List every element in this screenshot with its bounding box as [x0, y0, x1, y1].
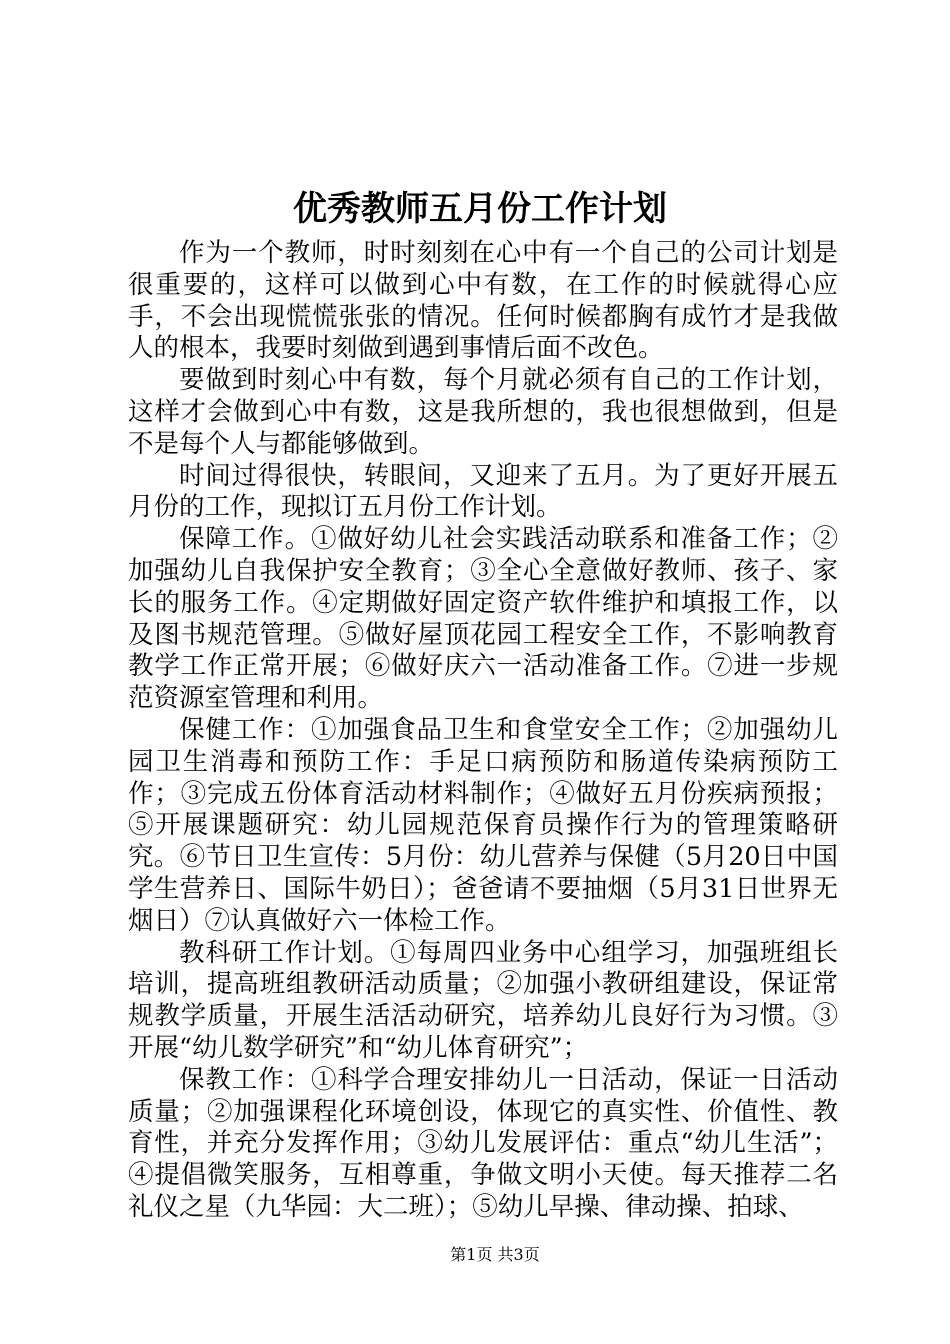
paragraph-teaching-work: 保教工作：①科学合理安排幼儿一日活动，保证一日活动质量；②加强课程化环境创设，体现它的真实性、价值性、教育性，并充分发挥作用；③幼儿发展评估：重点“幼儿生活”；④提倡微笑服务，互相尊重，争做文明小天使。每天推荐二名礼仪之星（九华园：大二班）；⑤幼儿早操、律动操、拍球、	[128, 1064, 838, 1222]
paragraph-research-work: 教科研工作计划。①每周四业务中心组学习，加强班组长培训，提高班组教研活动质量；②加强小教研组建设，保证常规教学质量，开展生活活动研究，培养幼儿良好行为习惯。③开展“幼儿数学研究”和“幼儿体育研究”；	[128, 937, 838, 1063]
paragraph-support-work: 保障工作。①做好幼儿社会实践活动联系和准备工作；②加强幼儿自我保护安全教育；③全心全意做好教师、孩子、家长的服务工作。④定期做好固定资产软件维护和填报工作，以及图书规范管理。⑤做好屋顶花园工程安全工作，不影响教育教学工作正常开展；⑥做好庆六一活动准备工作。⑦进一步规范资源室管理和利用。	[128, 524, 838, 714]
document-title: 优秀教师五月份工作计划	[293, 189, 667, 229]
paragraph-intro: 作为一个教师，时时刻刻在心中有一个自己的公司计划是很重要的，这样可以做到心中有数，在工作的时候就得心应手，不会出现慌慌张张的情况。任何时候都胸有成竹才是我做人的根本，我要时刻做到遇到事情后面不改色。	[128, 238, 838, 364]
document-body	[128, 238, 838, 1224]
paragraph-may-intro: 时间过得很快，转眼间，又迎来了五月。为了更好开展五月份的工作，现拟订五月份工作计划。	[128, 460, 838, 523]
paragraph-monthly-plan: 要做到时刻心中有数，每个月就必须有自己的工作计划，这样才会做到心中有数，这是我所想的，我也很想做到，但是不是每个人与都能够做到。	[128, 365, 838, 459]
paragraph-health-work: 保健工作：①加强食品卫生和食堂安全工作；②加强幼儿园卫生消毒和预防工作：手足口病预防和肠道传染病预防工作；③完成五份体育活动材料制作；④做好五月份疾病预报；⑤开展课题研究：幼儿园规范保育员操作行为的管理策略研究。⑥节日卫生宣传：5月份：幼儿营养与保健（5月20日中国学生营养日、国际牛奶日）；爸爸请不要抽烟（5月31日世界无烟日）⑦认真做好六一体检工作。	[128, 714, 838, 936]
page-footer: 第1页 共3页	[450, 1245, 540, 1264]
